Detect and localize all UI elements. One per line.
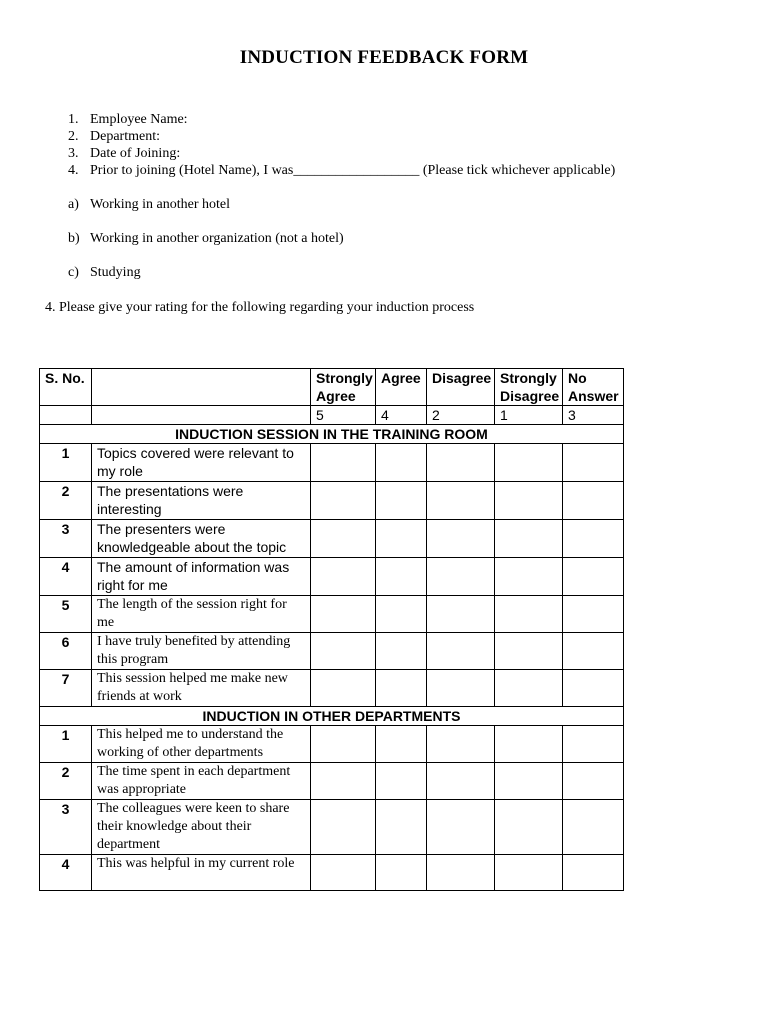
row-number: 4 [40,855,92,891]
table-row [40,763,624,800]
rating-cell-no-answer[interactable] [563,558,624,596]
row-statement: This helped me to understand the working of other departments [92,726,311,763]
question-number: 3. [68,146,79,161]
table-row [40,558,624,596]
row-statement: The presentations were interesting [92,482,311,520]
rating-cell-strongly-agree[interactable] [311,800,376,855]
rating-cell-strongly-agree[interactable] [311,670,376,707]
rating-cell-no-answer[interactable] [563,763,624,800]
question-department [68,128,615,145]
question-date-of-joining [68,145,615,162]
option-another-organization[interactable] [68,231,344,247]
question-text: Prior to joining (Hotel Name), I was__________________ (Please tick whichever applicable) [90,163,616,178]
scale-disagree: 2 [427,406,495,425]
option-studying[interactable] [68,265,141,281]
rating-cell-no-answer[interactable] [563,482,624,520]
question-prior-to-joining [68,162,615,179]
scale-cell [40,406,92,425]
rating-table [39,368,624,891]
header-strongly-agree: Strongly Agree [311,369,376,406]
row-number: 2 [40,482,92,520]
rating-cell-strongly-disagree[interactable] [495,763,563,800]
table-row [40,726,624,763]
question-number: 1. [68,112,79,127]
option-letter: a) [68,197,79,212]
header-statement [92,369,311,406]
rating-cell-agree[interactable] [376,520,427,558]
table-row [40,596,624,633]
rating-cell-strongly-disagree[interactable] [495,800,563,855]
rating-cell-strongly-agree[interactable] [311,596,376,633]
rating-question: 4. Please give your rating for the following regarding your induction process [45,300,475,315]
rating-cell-agree[interactable] [376,444,427,482]
option-text: Working in another hotel [90,197,231,212]
table-row [40,855,624,891]
rating-cell-strongly-disagree[interactable] [495,633,563,670]
question-number: 4. [68,163,79,178]
rating-cell-strongly-disagree[interactable] [495,558,563,596]
rating-cell-strongly-disagree[interactable] [495,482,563,520]
rating-cell-agree[interactable] [376,596,427,633]
rating-cell-strongly-agree[interactable] [311,558,376,596]
row-number: 2 [40,763,92,800]
rating-cell-no-answer[interactable] [563,726,624,763]
section-header-row [40,425,624,444]
row-statement: The length of the session right for me [92,596,311,633]
rating-cell-disagree[interactable] [427,558,495,596]
rating-cell-disagree[interactable] [427,726,495,763]
rating-cell-no-answer[interactable] [563,670,624,707]
rating-cell-strongly-agree[interactable] [311,444,376,482]
rating-cell-disagree[interactable] [427,633,495,670]
table-row [40,670,624,707]
option-letter: c) [68,265,79,280]
row-number: 4 [40,558,92,596]
row-number: 3 [40,520,92,558]
table-row [40,633,624,670]
rating-cell-agree[interactable] [376,763,427,800]
table-row [40,444,624,482]
rating-cell-no-answer[interactable] [563,520,624,558]
rating-cell-agree[interactable] [376,670,427,707]
rating-cell-disagree[interactable] [427,482,495,520]
rating-cell-no-answer[interactable] [563,444,624,482]
question-text: Department: [90,129,160,144]
section-title: INDUCTION IN OTHER DEPARTMENTS [40,707,624,726]
row-statement: The amount of information was right for me [92,558,311,596]
row-statement: The time spent in each department was appropriate [92,763,311,800]
option-another-hotel[interactable] [68,197,230,213]
scale-cell [92,406,311,425]
rating-cell-strongly-agree[interactable] [311,763,376,800]
row-statement: The presenters were knowledgeable about the topic [92,520,311,558]
scale-no-answer: 3 [563,406,624,425]
rating-cell-strongly-disagree[interactable] [495,855,563,891]
rating-cell-disagree[interactable] [427,670,495,707]
rating-cell-no-answer[interactable] [563,855,624,891]
question-number: 2. [68,129,79,144]
row-statement: This session helped me make new friends at work [92,670,311,707]
rating-cell-disagree[interactable] [427,800,495,855]
rating-cell-strongly-agree[interactable] [311,520,376,558]
rating-cell-strongly-disagree[interactable] [495,596,563,633]
rating-cell-strongly-disagree[interactable] [495,444,563,482]
rating-cell-agree[interactable] [376,726,427,763]
rating-cell-strongly-agree[interactable] [311,855,376,891]
rating-cell-strongly-disagree[interactable] [495,726,563,763]
rating-cell-strongly-disagree[interactable] [495,520,563,558]
table-header-row [40,369,624,406]
rating-cell-disagree[interactable] [427,520,495,558]
rating-cell-disagree[interactable] [427,444,495,482]
form-title: INDUCTION FEEDBACK FORM [239,47,529,68]
row-number: 1 [40,444,92,482]
row-number: 6 [40,633,92,670]
rating-cell-strongly-disagree[interactable] [495,670,563,707]
scale-strongly-disagree: 1 [495,406,563,425]
rating-cell-no-answer[interactable] [563,596,624,633]
header-agree: Agree [376,369,427,406]
rating-cell-agree[interactable] [376,855,427,891]
section-header-row [40,707,624,726]
rating-cell-disagree[interactable] [427,855,495,891]
question-text: Employee Name: [90,112,188,127]
rating-cell-strongly-agree[interactable] [311,482,376,520]
scale-row [40,406,624,425]
rating-cell-strongly-agree[interactable] [311,633,376,670]
question-text: Date of Joining: [90,146,181,161]
rating-cell-agree[interactable] [376,482,427,520]
row-number: 3 [40,800,92,855]
section-title: INDUCTION SESSION IN THE TRAINING ROOM [40,425,624,444]
question-employee-name [68,111,615,128]
scale-strongly-agree: 5 [311,406,376,425]
table-row [40,800,624,855]
rating-cell-no-answer[interactable] [563,800,624,855]
header-sno: S. No. [40,369,92,406]
table-row [40,520,624,558]
header-no-answer: No Answer [563,369,624,406]
row-number: 1 [40,726,92,763]
row-statement: This was helpful in my current role [92,855,311,891]
row-number: 7 [40,670,92,707]
header-strongly-disagree: Strongly Disagree [495,369,563,406]
scale-agree: 4 [376,406,427,425]
option-letter: b) [68,231,80,246]
table-row [40,482,624,520]
rating-cell-disagree[interactable] [427,596,495,633]
header-disagree: Disagree [427,369,495,406]
rating-cell-agree[interactable] [376,558,427,596]
row-statement: The colleagues were keen to share their knowledge about their department [92,800,311,855]
rating-cell-agree[interactable] [376,633,427,670]
row-number: 5 [40,596,92,633]
rating-cell-strongly-agree[interactable] [311,726,376,763]
row-statement: I have truly benefited by attending this program [92,633,311,670]
row-statement: Topics covered were relevant to my role [92,444,311,482]
rating-cell-disagree[interactable] [427,763,495,800]
rating-cell-no-answer[interactable] [563,633,624,670]
option-text: Working in another organization (not a hotel) [90,231,344,246]
option-text: Studying [90,265,141,280]
rating-cell-agree[interactable] [376,800,427,855]
personal-details-list [68,111,615,179]
